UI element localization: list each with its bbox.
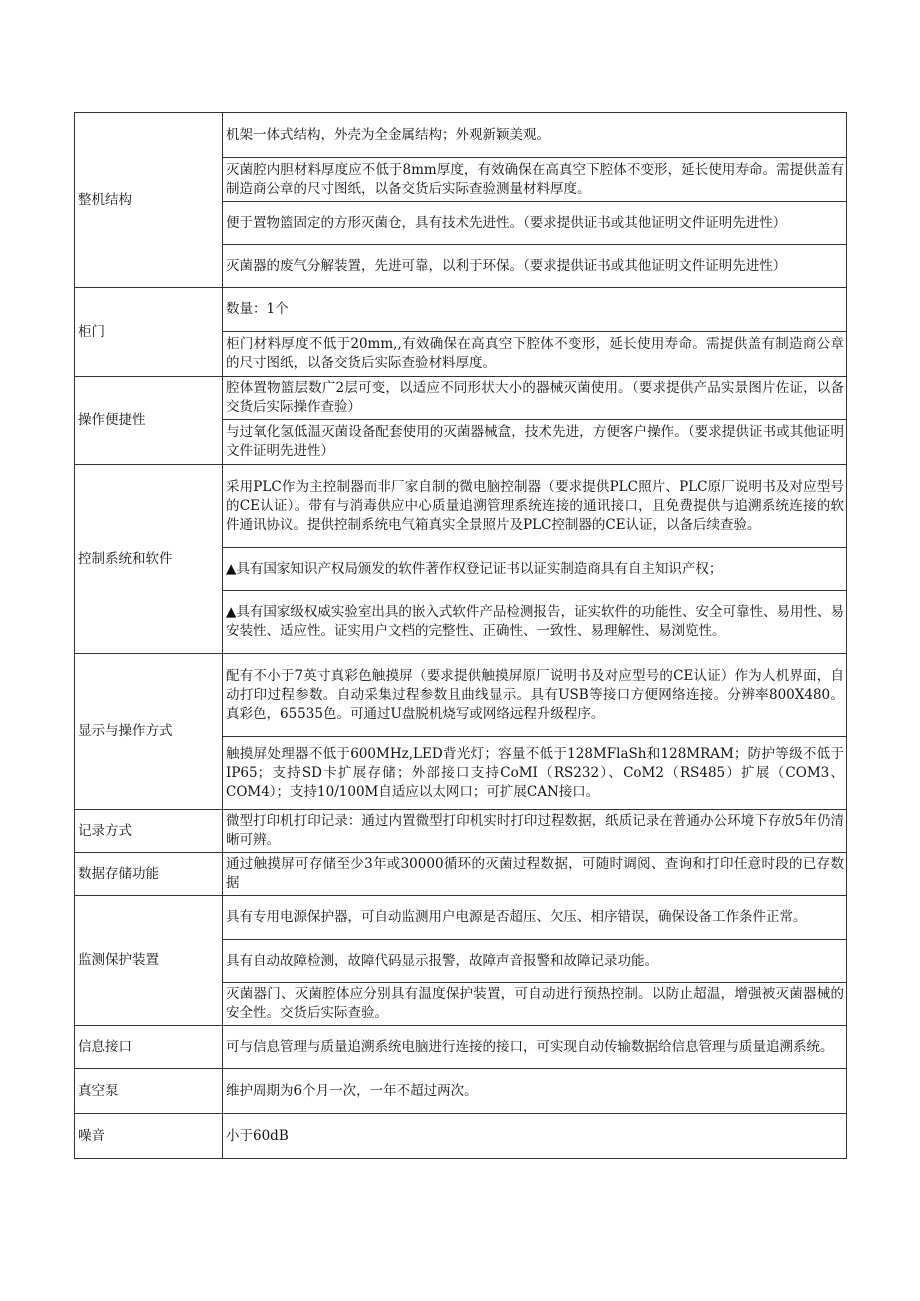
spec-cell: 灭菌腔内胆材料厚度应不低于8mm厚度，有效确保在高真空下腔体不变形，延长使用寿命。需提供盖有制造商公章的尺寸图纸，以备交货后实际查验测量材料厚度。: [223, 158, 847, 202]
section-label-data-storage: 数据存储功能: [75, 853, 223, 896]
section-label-door: 柜门: [75, 288, 223, 377]
spec-cell: 可与信息管理与质量追溯系统电脑进行连接的接口，可实现自动传输数据给信息管理与质量追溯系统。: [223, 1026, 847, 1069]
table-row: [75, 853, 847, 896]
table-row: [75, 1069, 847, 1114]
section-label-vacuum-pump: 真空泵: [75, 1069, 223, 1114]
section-label-frame-structure: 整机结构: [75, 113, 223, 288]
spec-cell: 机架一体式结构，外壳为全金属结构；外观新颖美观。: [223, 113, 847, 158]
section-label-recording: 记录方式: [75, 810, 223, 853]
spec-table-body: [75, 113, 847, 1159]
table-row: [75, 113, 847, 158]
spec-cell: 灭菌器门、灭菌腔体应分别具有温度保护装置，可自动进行预热控制。以防止超温，增强被灭菌器械的安全性。交货后实际查验。: [223, 983, 847, 1026]
section-label-protection: 监测保护装置: [75, 896, 223, 1026]
spec-cell: 数量：1个: [223, 288, 847, 332]
table-row: [75, 465, 847, 548]
table-row: [75, 288, 847, 332]
table-row: [75, 1026, 847, 1069]
spec-cell: 维护周期为6个月一次，一年不超过两次。: [223, 1069, 847, 1114]
table-row: [75, 1114, 847, 1159]
spec-cell: 腔体置物篮层数广2层可变，以适应不同形状大小的器械灭菌使用。（要求提供产品实景图片佐证，以备交货后实际操作查验）: [223, 377, 847, 420]
spec-cell: ▲具有国家级权威实验室出具的嵌入式软件产品检测报告，证实软件的功能性、安全可靠性、易用性、易安装性、适应性。证实用户文档的完整性、正确性、一致性、易理解性、易浏览性。: [223, 591, 847, 654]
table-row: [75, 377, 847, 420]
table-row: [75, 896, 847, 940]
spec-cell: 触摸屏处理器不低于600MHz,LED背光灯；容量不低于128MFlaSh和128MRAM；防护等级不低于IP65；支持SD卡扩展存储；外部接口支持CoMI（RS232）、CoM2（RS485）扩展（COM3、COM4）；支持10/100M自适应以太网口；可扩展CAN接口。: [223, 737, 847, 810]
spec-cell: 通过触摸屏可存储至少3年或30000循环的灭菌过程数据，可随时调阅、查询和打印任意时段的已存数据: [223, 853, 847, 896]
spec-cell: 配有不小于7英寸真彩色触摸屏（要求提供触摸屏原厂说明书及对应型号的CE认证）作为人机界面，自动打印过程参数。自动采集过程参数且曲线显示。具有USB等接口方便网络连接。分辨率800X480。真彩色，65535色。可通过U盘脱机烧写或网络远程升级程序。: [223, 654, 847, 737]
spec-cell: ▲具有国家知识产权局颁发的软件著作权登记证书以证实制造商具有自主知识产权；: [223, 548, 847, 591]
section-label-noise: 噪音: [75, 1114, 223, 1159]
spec-cell: 柜门材料厚度不低于20mm,,有效确保在高真空下腔体不变形，延长使用寿命。需提供盖有制造商公章的尺寸图纸，以备交货后实际查验材料厚度。: [223, 332, 847, 377]
spec-cell: 便于置物篮固定的方形灭菌仓，具有技术先进性。（要求提供证书或其他证明文件证明先进性）: [223, 202, 847, 245]
table-row: [75, 654, 847, 737]
section-label-control-system: 控制系统和软件: [75, 465, 223, 654]
section-label-display: 显示与操作方式: [75, 654, 223, 810]
spec-cell: 具有自动故障检测，故障代码显示报警，故障声音报警和故障记录功能。: [223, 940, 847, 983]
section-label-info-interface: 信息接口: [75, 1026, 223, 1069]
spec-cell: 灭菌器的废气分解装置，先进可靠，以利于环保。（要求提供证书或其他证明文件证明先进性）: [223, 245, 847, 288]
spec-cell: 采用PLC作为主控制器而非厂家自制的微电脑控制器（要求提供PLC照片、PLC原厂说明书及对应型号的CE认证）。带有与消毒供应中心质量追溯管理系统连接的通讯接口，且免费提供与追溯系统连接的软件通讯协议。提供控制系统电气箱真实全景照片及PLC控制器的CE认证，以备后续查验。: [223, 465, 847, 548]
table-row: [75, 810, 847, 853]
spec-table: [74, 112, 847, 1159]
spec-cell: 微型打印机打印记录：通过内置微型打印机实时打印过程数据，纸质记录在普通办公环境下存放5年仍清晰可辨。: [223, 810, 847, 853]
section-label-ease-of-operation: 操作便捷性: [75, 377, 223, 465]
spec-cell: 具有专用电源保护器，可自动监测用户电源是否超压、欠压、相序错误，确保设备工作条件正常。: [223, 896, 847, 940]
spec-cell: 小于60dB: [223, 1114, 847, 1159]
spec-cell: 与过氧化氢低温灭菌设备配套使用的灭菌器械盒，技术先进，方便客户操作。（要求提供证书或其他证明文件证明先进性）: [223, 420, 847, 465]
